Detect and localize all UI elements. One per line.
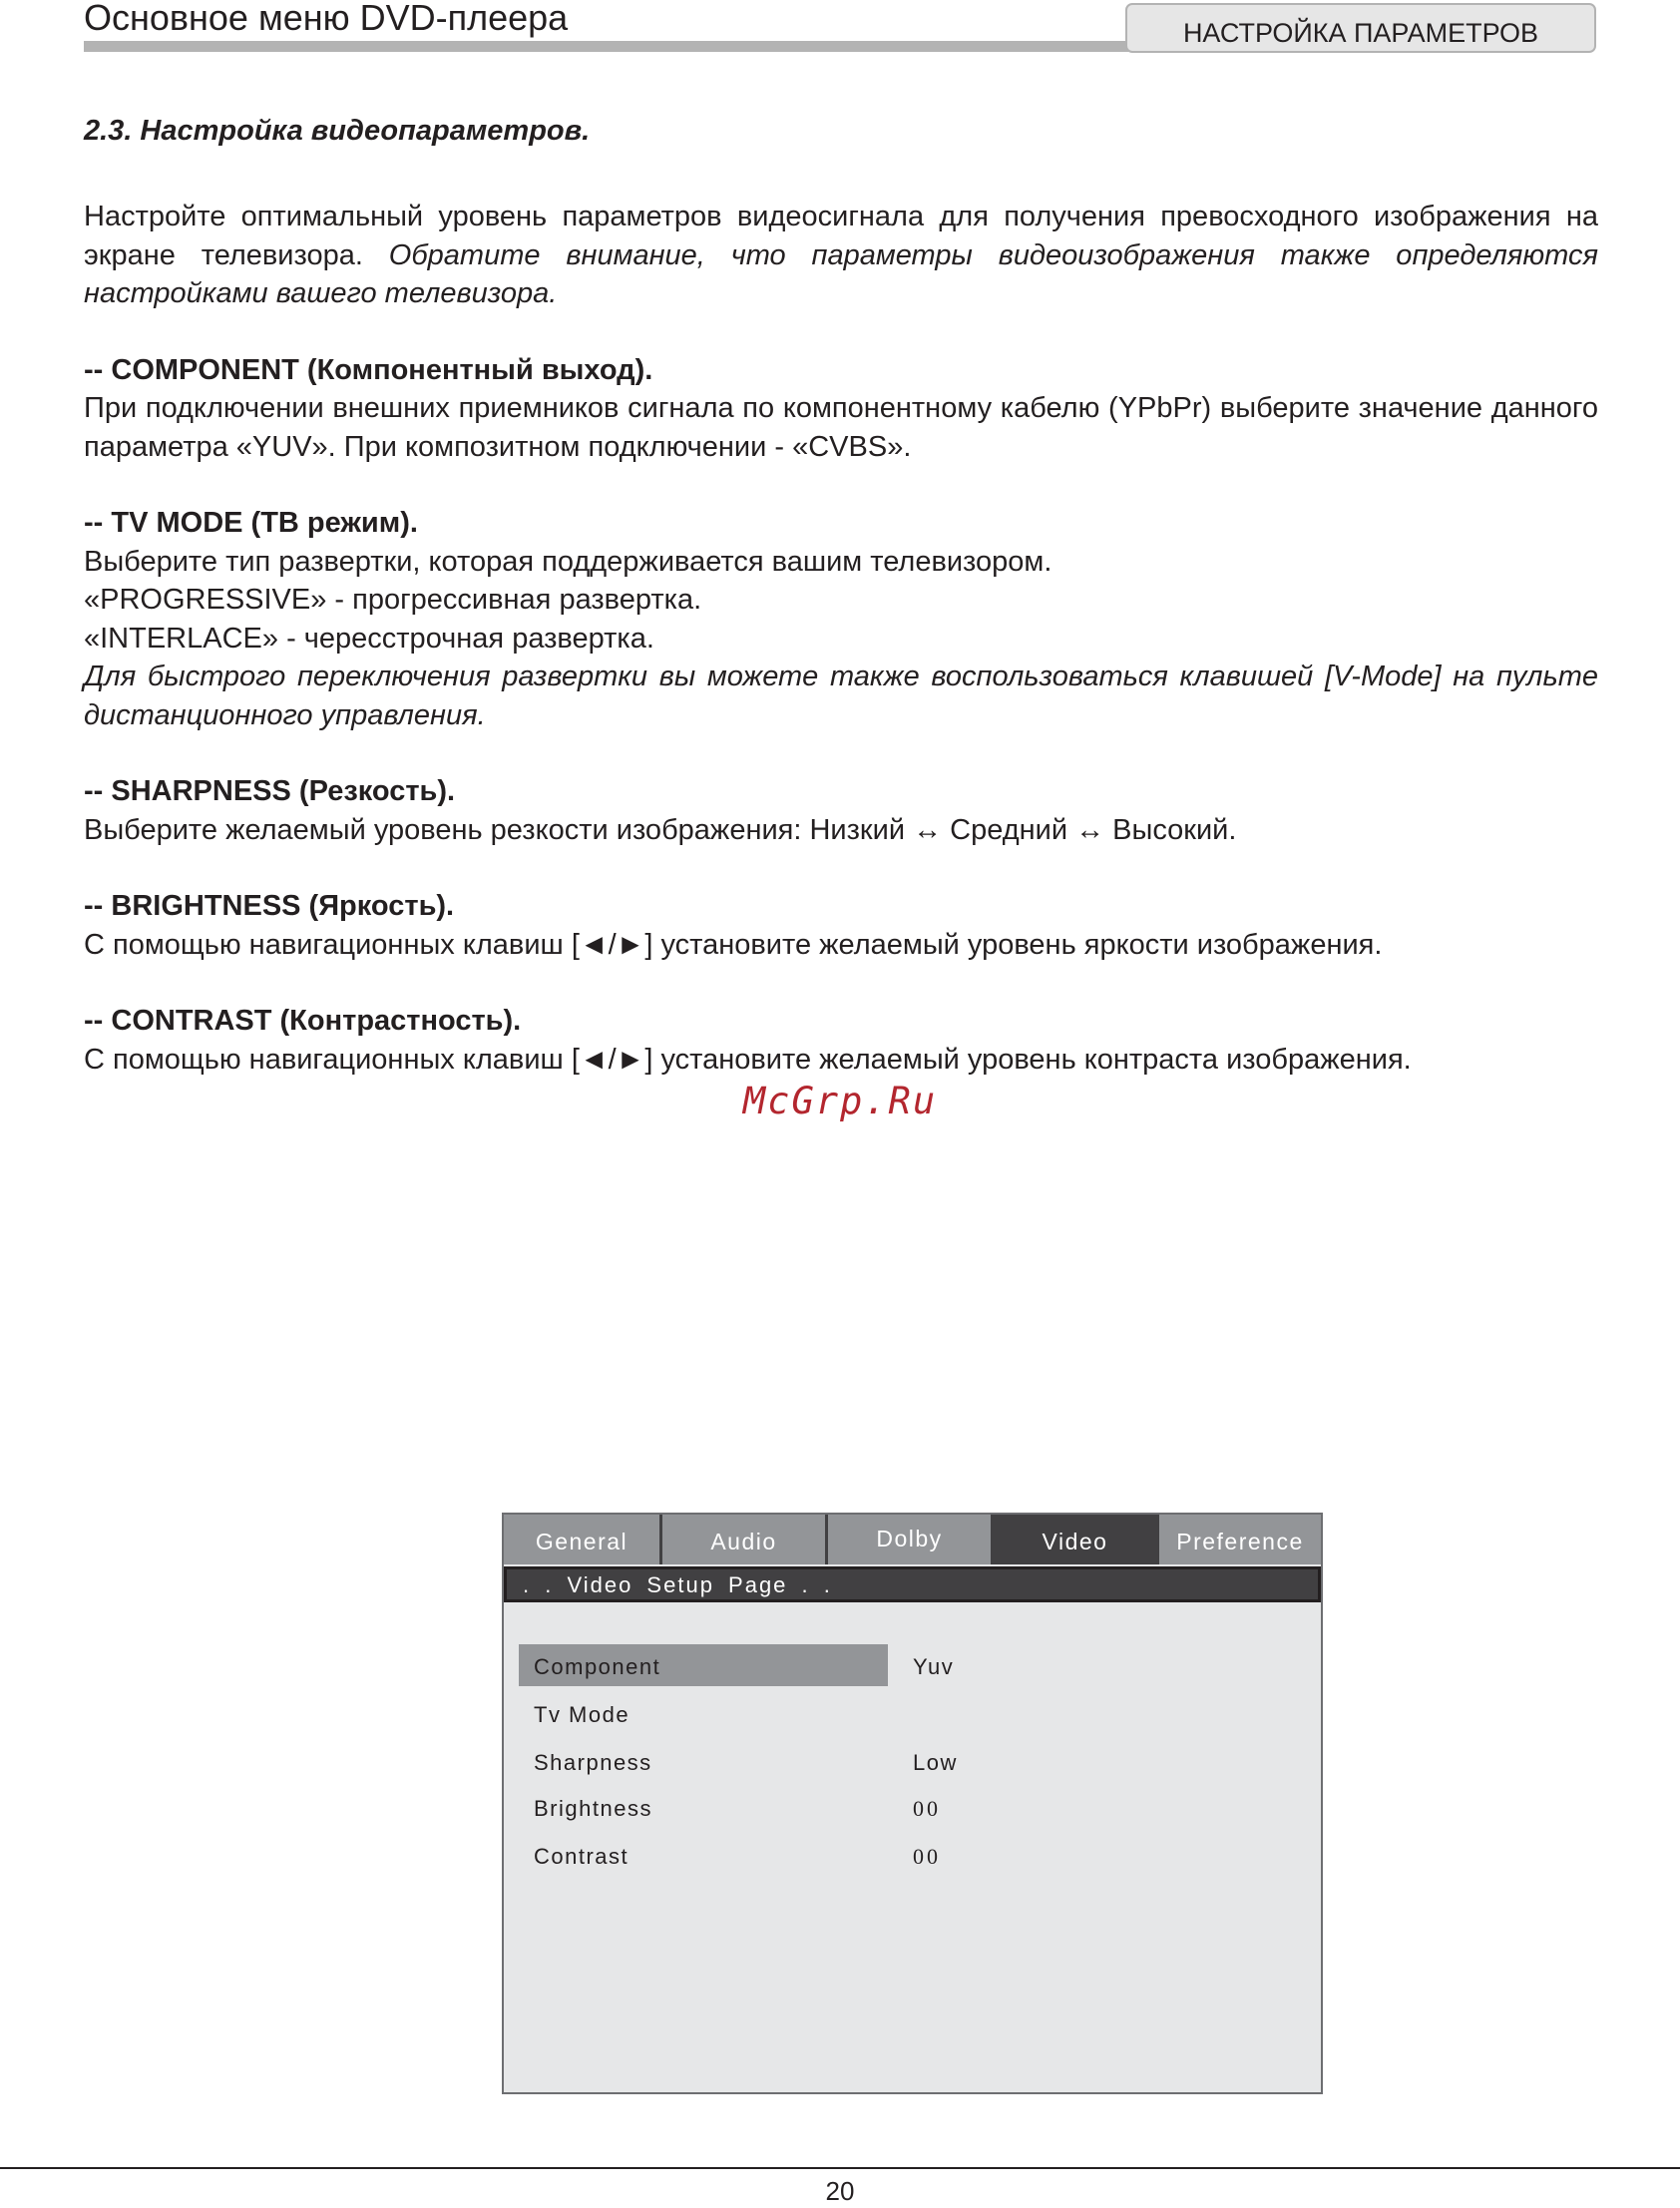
header-rule: [84, 41, 1131, 52]
contrast-section: [84, 1002, 1598, 1079]
tv-mode-line-2: «PROGRESSIVE» - прогрессивная развертка.: [84, 584, 702, 616]
component-text: При подключении внешних приемников сигнала по компонентному кабелю (YPbPr) выберите значение данного параметра «YUV». При композитном подключении - «CVBS».: [84, 392, 1598, 463]
brightness-section: [84, 887, 1598, 964]
menu-row-label: Sharpness: [534, 1750, 652, 1775]
tv-mode-line-1: Выберите тип развертки, которая поддерживается вашим телевизором.: [84, 545, 1052, 578]
tv-mode-note: Для быстрого переключения развертки вы можете также воспользоваться клавишей [V-Mode] на пульте дистанционного управления.: [84, 661, 1598, 731]
contrast-text: С помощью навигационных клавиш [◄/►] установите желаемый уровень контраста изображения.: [84, 1043, 1412, 1076]
page-number: 20: [825, 2176, 855, 2206]
menu-row-label: Contrast: [534, 1844, 630, 1869]
tab-general[interactable]: General: [504, 1515, 662, 1564]
document-body: [84, 112, 1598, 1116]
tab-preference[interactable]: Preference: [1159, 1515, 1321, 1564]
menu-row-brightness[interactable]: [504, 1786, 1321, 1834]
menu-row-label: Brightness: [534, 1796, 652, 1821]
menu-row-label: Component: [519, 1644, 888, 1686]
sharpness-section: [84, 772, 1598, 849]
footer-rule: [0, 2167, 1680, 2169]
intro-text: Настройте оптимальный уровень параметров видеосигнала для получения превосходного изображения на экране телевизора.: [84, 201, 1598, 271]
video-setup-menu: [502, 1513, 1323, 2094]
intro-paragraph: [84, 198, 1598, 313]
contrast-heading: -- CONTRAST (Контрастность).: [84, 1005, 522, 1037]
tab-dolby[interactable]: Dolby: [828, 1515, 994, 1564]
brightness-text: С помощью навигационных клавиш [◄/►] установите желаемый уровень яркости изображения.: [84, 928, 1383, 961]
watermark: McGrp.Ru: [742, 1080, 938, 1122]
section-tab: НАСТРОЙКА ПАРАМЕТРОВ: [1125, 3, 1596, 53]
menu-tab-bar: [504, 1515, 1321, 1564]
menu-row-tv-mode[interactable]: [504, 1692, 1321, 1740]
section-heading: 2.3. Настройка видеопараметров.: [84, 115, 591, 147]
tv-mode-line-3: «INTERLACE» - чересстрочная развертка.: [84, 622, 654, 655]
menu-row-value: Low: [913, 1750, 958, 1775]
menu-row-value: 00: [913, 1844, 941, 1869]
menu-row-label: Tv Mode: [534, 1702, 630, 1727]
intro-note: Обратите внимание, что параметры видеоизображения также определяются настройками вашего телевизора.: [84, 238, 1598, 309]
menu-row-value: 00: [913, 1796, 941, 1821]
page-header-title: Основное меню DVD-плеера: [84, 0, 569, 38]
sharpness-heading: -- SHARPNESS (Резкость).: [84, 775, 456, 807]
menu-row-component[interactable]: [504, 1644, 1321, 1692]
brightness-heading: -- BRIGHTNESS (Яркость).: [84, 890, 455, 922]
menu-row-value: Yuv: [913, 1654, 955, 1679]
sharpness-text: Выберите желаемый уровень резкости изображения: Низкий ↔ Средний ↔ Высокий.: [84, 813, 1237, 846]
menu-page-title: . . Video Setup Page . .: [504, 1566, 1321, 1602]
tab-audio[interactable]: Audio: [662, 1515, 828, 1564]
tv-mode-section: [84, 504, 1598, 734]
menu-row-contrast[interactable]: [504, 1834, 1321, 1882]
component-section: [84, 351, 1598, 467]
menu-row-sharpness[interactable]: [504, 1740, 1321, 1786]
tv-mode-heading: -- TV MODE (ТВ режим).: [84, 507, 418, 539]
component-heading: -- COMPONENT (Компонентный выход).: [84, 353, 653, 386]
menu-options: [504, 1644, 1321, 1882]
tab-video[interactable]: Video: [994, 1515, 1159, 1564]
